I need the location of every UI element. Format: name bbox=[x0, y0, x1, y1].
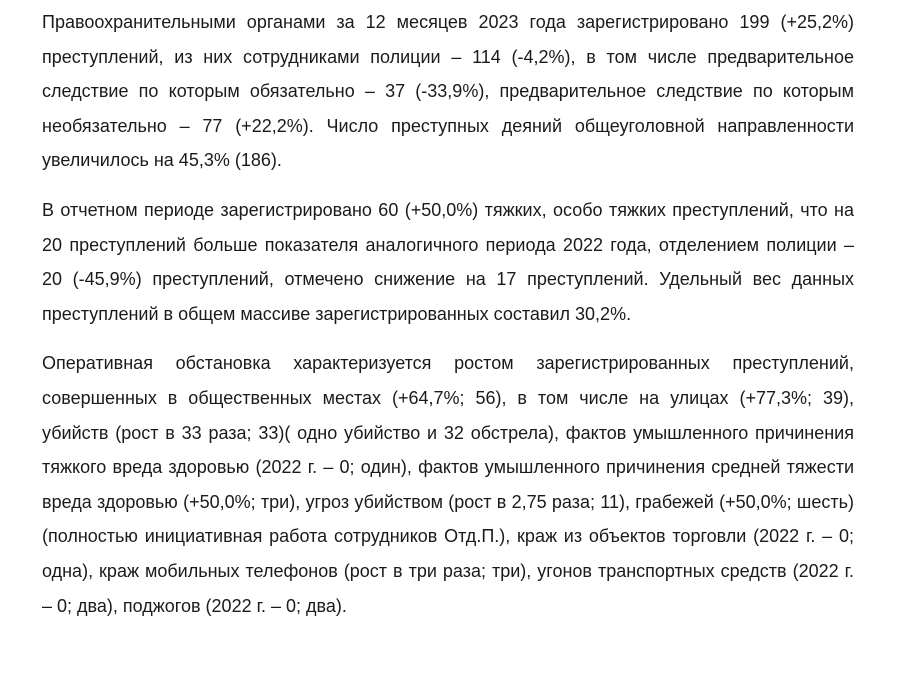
paragraph-operational-situation: Оперативная обстановка характеризуется ростом зарегистрированных преступлений, совершенных в общественных местах (+64,7%; 56), в том числе на улицах (+77,3%; 39), убийств (рост в 33 раза; 33)( одно убийство и 32 обстрела), фактов умышленного причинения тяжкого вреда здоровью (2022 г. – 0; один), фактов умышленного причинения средней тяжести вреда здоровью (+50,0%; три), угроз убийством (рост в 2,75 раза; 11), грабежей (+50,0%; шесть)(полностью инициативная работа сотрудников Отд.П.), краж из объектов торговли (2022 г. – 0; одна), краж мобильных телефонов (рост в три раза; три), угонов транспортных средств (2022 г. – 0; два), поджогов (2022 г. – 0; два). bbox=[42, 353, 854, 616]
paragraph-serious-crimes: В отчетном периоде зарегистрировано 60 (+50,0%) тяжких, особо тяжких преступлений, что на 20 преступлений больше показателя аналогичного периода 2022 года, отделением полиции – 20 (-45,9%) преступлений, отмечено снижение на 17 преступлений. Удельный вес данных преступлений в общем массиве зарегистрированных составил 30,2%. bbox=[42, 199, 854, 324]
document-body bbox=[42, 5, 854, 623]
paragraph-crime-registration: Правоохранительными органами за 12 месяцев 2023 года зарегистрировано 199 (+25,2%) преступлений, из них сотрудниками полиции – 114 (-4,2%), в том числе предварительное следствие по которым обязательно – 37 (-33,9%), предварительное следствие по которым необязательно – 77 (+22,2%). Число преступных деяний общеуголовной направленности увеличилось на 45,3% (186). bbox=[42, 12, 854, 171]
